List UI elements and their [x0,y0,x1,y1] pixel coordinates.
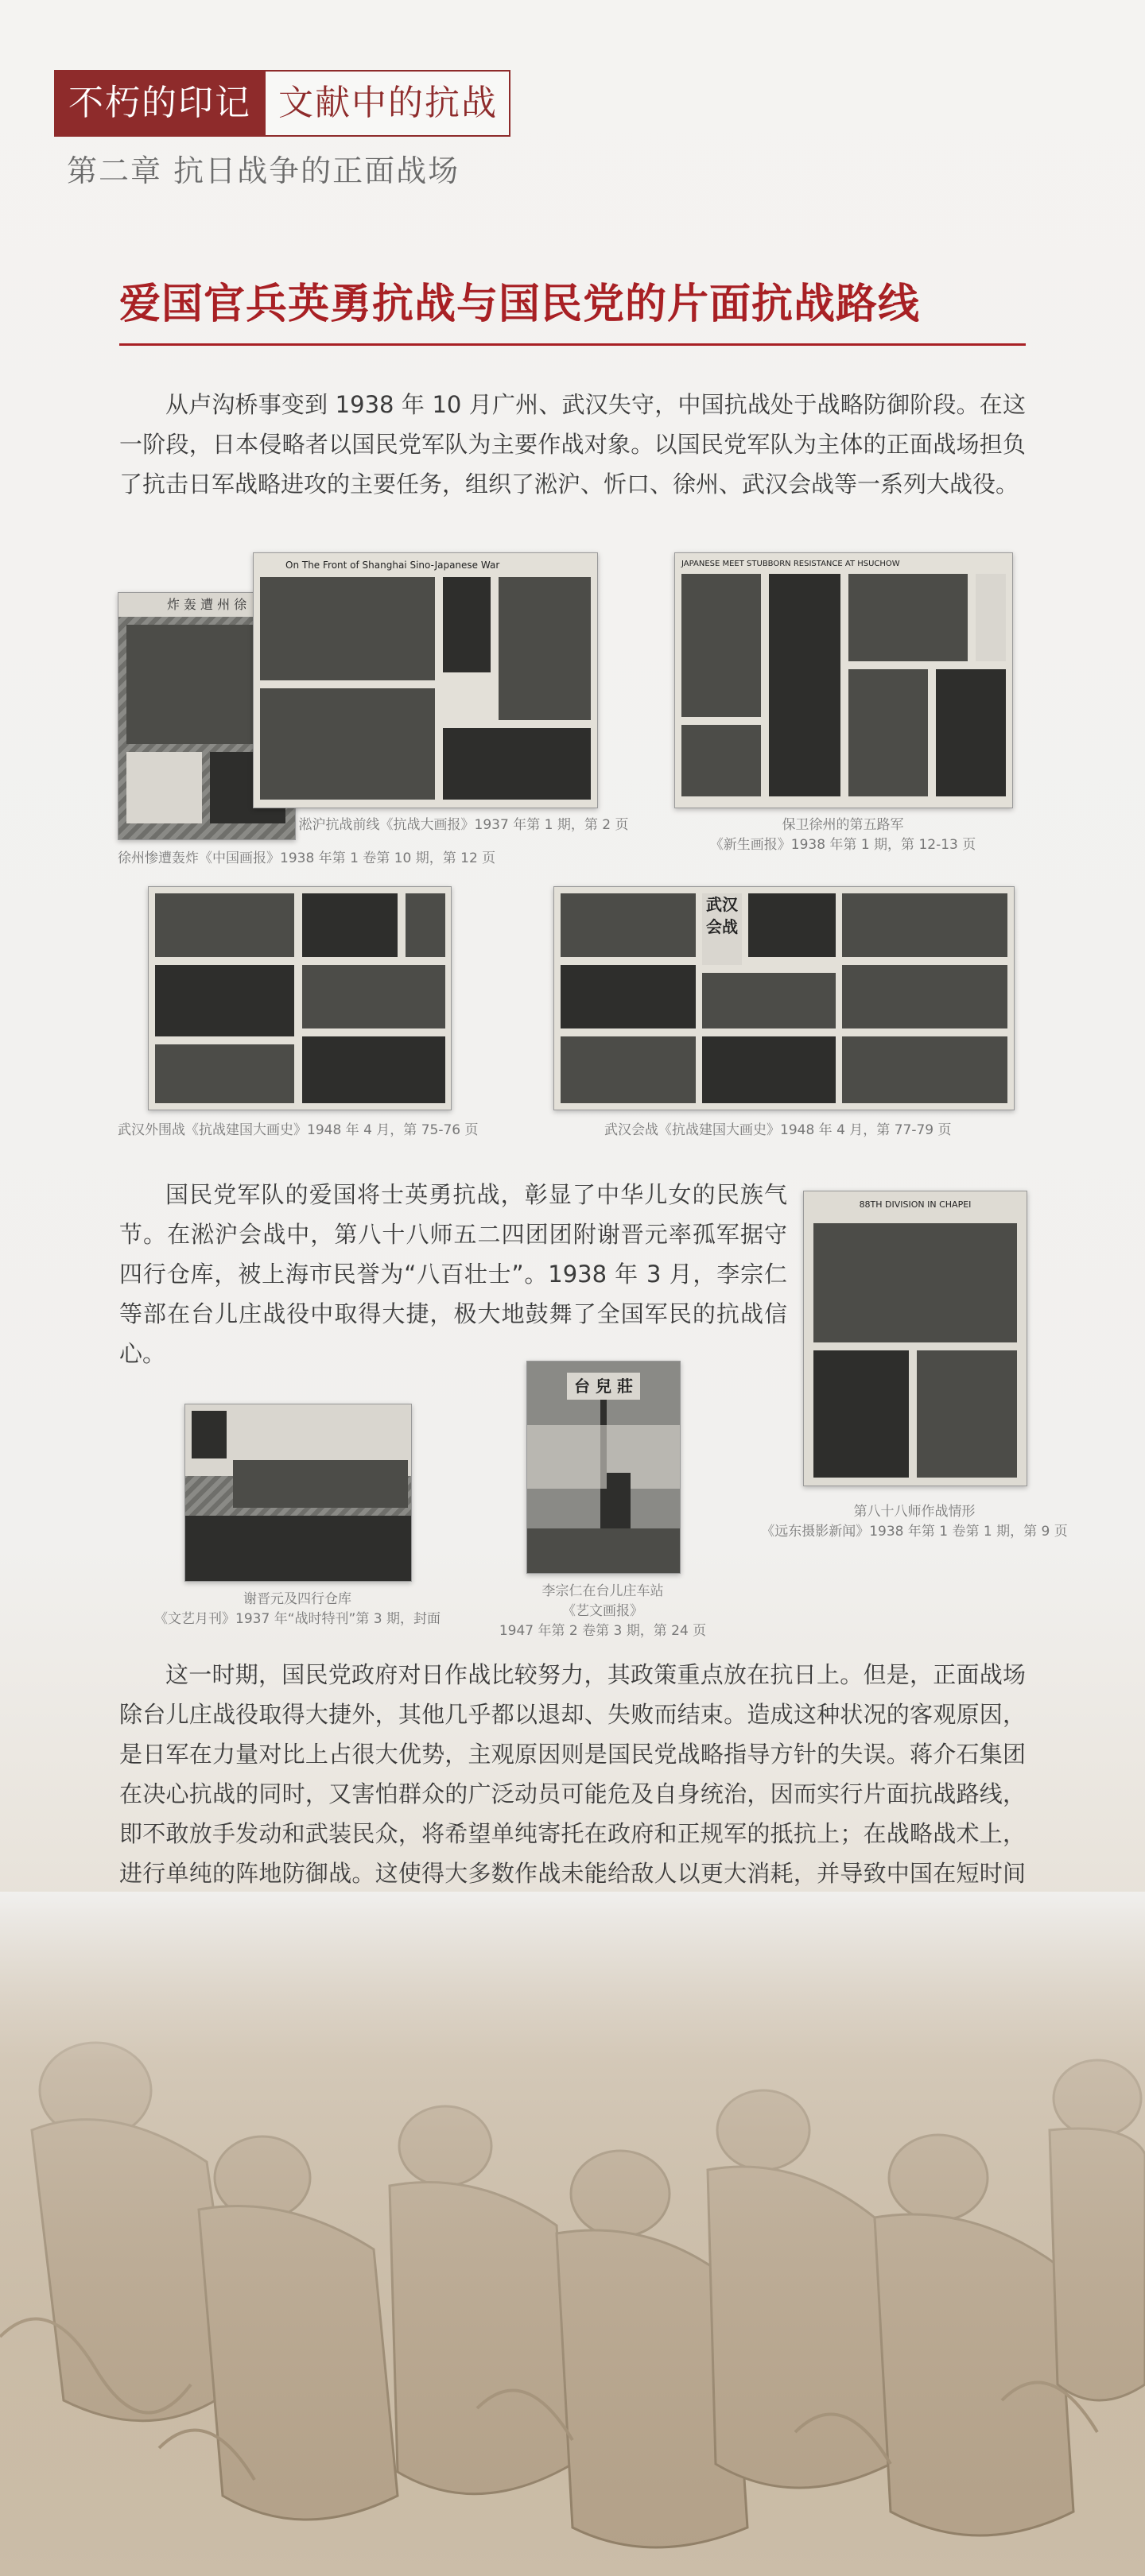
caption-fifth-route-army-2: 《新生画报》1938 年第 1 期，第 12-13 页 [709,837,976,853]
series-tag-main: 不朽的印记 [56,72,266,135]
series-tag [54,70,510,137]
caption-taierzhuang-3: 1947 年第 2 卷第 3 期，第 24 页 [499,1623,707,1639]
photo-header-text: 88TH DIVISION IN CHAPEI [859,1199,972,1210]
paragraph-3: 这一时期，国民党政府对日作战比较努力，其政策重点放在抗日上。但是，正面战场除台儿庄战役取得大捷外，其他几乎都以退却、失败而结束。造成这种状况的客观原因，是日军在力量对比上占很大优势，主观原因则是国民党战略指导方针的失误。蒋介石集团在决心抗战的同时，又害怕群众的广泛动员可能危及自身统治，因而实行片面抗战路线，即不敢放手发动和武装民众，将希望单纯寄托在政府和正规军的抵抗上；在战略战术上，进行单纯的阵地防御战。这使得大多数作战未能给敌人以更大消耗，并导致中国在短时间 [119,1661,1026,1887]
page-title: 爱国官兵英勇抗战与国民党的片面抗战路线 [119,281,921,328]
photo-header-text: 武汉会战 [702,893,742,965]
photo-88th-division [803,1191,1027,1486]
caption-sihang-2: 《文艺月刊》1937 年“战时特刊”第 3 期，封面 [154,1611,441,1627]
caption-fifth-route-army-1: 保卫徐州的第五路军 [782,817,904,833]
relief-sculpture-image [0,1892,1145,2576]
caption-taierzhuang-2: 《艺文画报》 [562,1603,643,1619]
caption-sihang-1: 谢晋元及四行仓库 [243,1591,351,1607]
photo-songhu-front [253,552,598,808]
photo-header-text: On The Front of Shanghai Sino-Japanese War [285,560,500,571]
chapter-heading: 第二章 抗日战争的正面战场 [67,153,460,188]
photo-wuhan-campaign [553,886,1015,1110]
caption-88th-division-2: 《远东摄影新闻》1938 年第 1 卷第 1 期，第 9 页 [761,1524,1068,1540]
photo-wuhan-outer-battle [148,886,452,1110]
paragraph-2: 国民党军队的爱国将士英勇抗战，彰显了中华儿女的民族气节。在淞沪会战中，第八十八师五二四团团附谢晋元率孤军据守四行仓库，被上海市民誉为“八百壮士”。1938 年 3 月，李宗仁等部在台儿庄战役中取得大捷，极大地鼓舞了全国军民的抗战信心。 [119,1181,787,1367]
caption-wuhan-outer-battle: 武汉外围战《抗战建国大画史》1948 年 4 月，第 75-76 页 [118,1122,479,1138]
photo-header-text: 炸 轰 遭 州 徐 [118,593,295,617]
caption-taierzhuang-1: 李宗仁在台儿庄车站 [541,1583,664,1599]
caption-wuhan-campaign: 武汉会战《抗战建国大画史》1948 年 4 月，第 77-79 页 [604,1122,952,1138]
caption-songhu: 淞沪抗战前线《抗战大画报》1937 年第 1 期，第 2 页 [298,817,629,833]
station-sign-text: 台 兒 莊 [567,1373,640,1400]
photo-fifth-route-army [674,552,1013,808]
photo-taierzhuang-station [526,1361,681,1574]
section-header [54,70,510,190]
caption-xuzhou: 徐州惨遭轰炸《中国画报》1938 年第 1 卷第 10 期，第 12 页 [118,850,496,866]
series-tag-sub: 文献中的抗战 [266,72,509,135]
photo-sihang-warehouse [184,1404,412,1582]
caption-88th-division-1: 第八十八师作战情形 [853,1504,976,1520]
paragraph-1: 从卢沟桥事变到 1938 年 10 月广州、武汉失守，中国抗战处于战略防御阶段。在这一阶段，日本侵略者以国民党军队为主要作战对象。以国民党军队为主体的正面战场担负了抗击日军战略进攻的主要任务，组织了淞沪、忻口、徐州、武汉会战等一系列大战役。 [119,391,1026,498]
title-underline [119,343,1026,346]
photo-header-text: JAPANESE MEET STUBBORN RESISTANCE AT HSUCHOW [681,560,900,568]
